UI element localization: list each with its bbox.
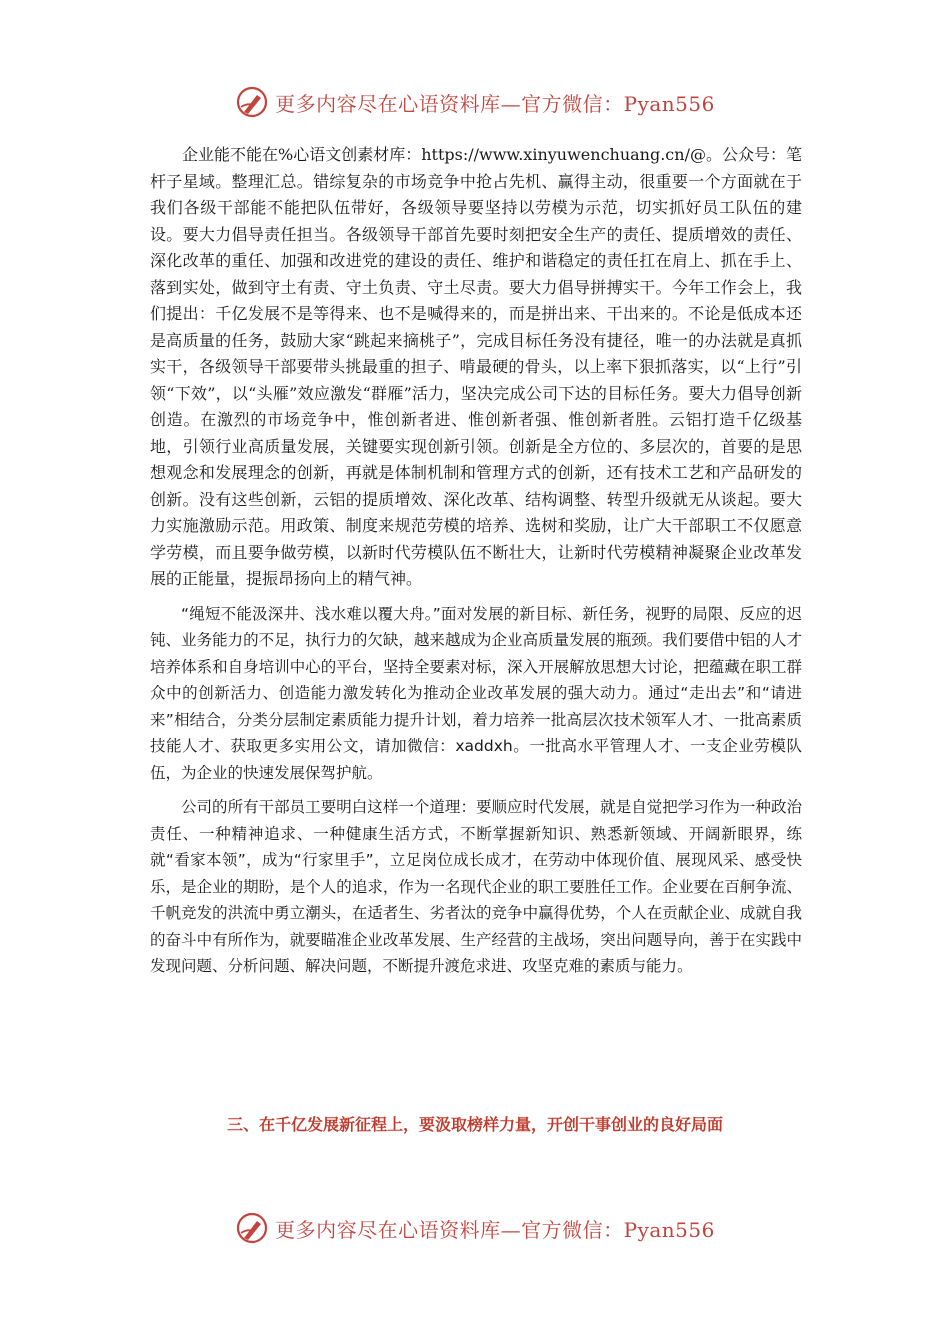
pen-nib-logo-icon <box>235 1211 269 1245</box>
banner-text: 更多内容尽在心语资料库—官方微信：Pyan556 <box>275 1217 715 1242</box>
paragraph-1: 企业能不能在%心语文创素材库：https://www.xinyuwenchuang.cn/@。公众号：笔杆子星域。整理汇总。错综复杂的市场竞争中抢占先机、赢得主动，很重要一个方面就在于我们各级干部能不能把队伍带好，各级领导要坚持以劳模为示范，切实抓好员工队伍的建设。要大力倡导责任担当。各级领导干部首先要时刻把安全生产的责任、提质增效的责任、深化改革的重任、加强和改进党的建设的责任、维护和谐稳定的责任扛在肩上、抓在手上、落到实处，做到守土有责、守土负责、守土尽责。要大力倡导拼搏实干。今年工作会上，我们提出：千亿发展不是等得来、也不是喊得来的，而是拼出来、干出来的。不论是低成本还是高质量的任务，鼓励大家“跳起来摘桃子”，完成目标任务没有捷径，唯一的办法就是真抓实干，各级领导干部要带头挑最重的担子、啃最硬的骨头，以上率下狠抓落实，以“上行”引领“下效”，以“头雁”效应激发“群雁”活力，坚决完成公司下达的目标任务。要大力倡导创新创造。在激烈的市场竞争中，惟创新者进、惟创新者强、惟创新者胜。云铝打造千亿级基地，引领行业高质量发展，关键要实现创新引领。创新是全方位的、多层次的，首要的是思想观念和发展理念的创新，再就是体制机制和管理方式的创新，还有技术工艺和产品研发的创新。没有这些创新，云铝的提质增效、深化改革、结构调整、转型升级就无从谈起。要大力实施激励示范。用政策、制度来规范劳模的培养、选树和奖励，让广大干部职工不仅愿意学劳模，而且要争做劳模，以新时代劳模队伍不断壮大，让新时代劳模精神凝聚企业改革发展的正能量，提振昂扬向上的精气神。 <box>150 145 802 588</box>
footer-banner <box>0 1208 950 1248</box>
header-banner <box>0 82 950 122</box>
section-heading: 三、在千亿发展新征程上，要汲取榜样力量，开创干事创业的良好局面 <box>226 1115 723 1134</box>
banner-text: 更多内容尽在心语资料库—官方微信：Pyan556 <box>275 91 715 116</box>
pen-nib-logo-icon <box>235 85 269 119</box>
paragraph-3: 公司的所有干部员工要明白这样一个道理：要顺应时代发展，就是自觉把学习作为一种政治责任、一种精神追求、一种健康生活方式，不断掌握新知识、熟悉新领域、开阔新眼界，练就“看家本领”，成为“行家里手”，立足岗位成长成才，在劳动中体现价值、展现风采、感受快乐，是企业的期盼，是个人的追求，作为一名现代企业的职工要胜任工作。企业要在百舸争流、千帆竞发的洪流中勇立潮头，在适者生、劣者汰的竞争中赢得优势，个人在贡献企业、成就自我的奋斗中有所作为，就要瞄准企业改革发展、生产经营的主战场，突出问题导向，善于在实践中发现问题、分析问题、解决问题，不断提升渡危求进、攻坚克难的素质与能力。 <box>150 798 802 975</box>
document-body <box>150 142 802 988</box>
paragraph-2: “绳短不能汲深井、浅水难以覆大舟。”面对发展的新目标、新任务，视野的局限、反应的迟钝、业务能力的不足，执行力的欠缺，越来越成为企业高质量发展的瓶颈。我们要借中铝的人才培养体系和自身培训中心的平台，坚持全要素对标，深入开展解放思想大讨论，把蕴藏在职工群众中的创新活力、创造能力激发转化为推动企业改革发展的强大动力。通过“走出去”和“请进来”相结合，分类分层制定素质能力提升计划，着力培养一批高层次技术领军人才、一批高素质技能人才、获取更多实用公文，请加微信：xaddxh。一批高水平管理人才、一支企业劳模队伍，为企业的快速发展保驾护航。 <box>150 604 802 782</box>
